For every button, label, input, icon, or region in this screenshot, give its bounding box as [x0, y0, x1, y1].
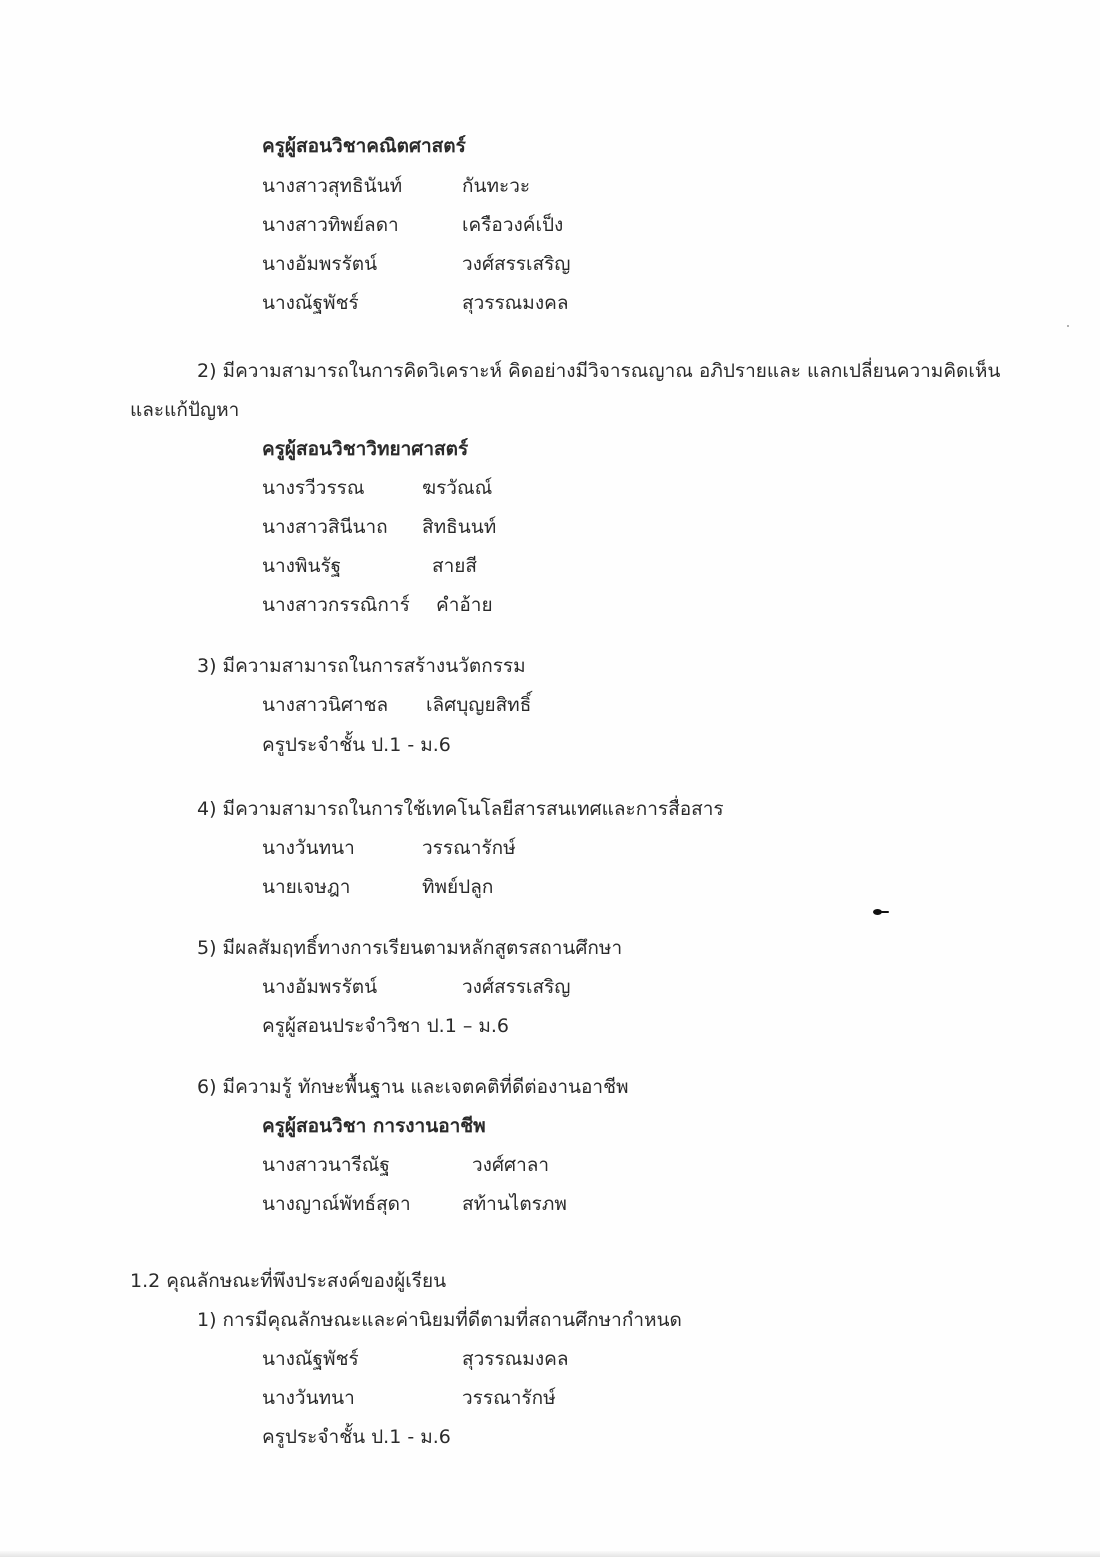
first-name: นางสาวกรรณิการ์ [262, 594, 410, 616]
first-name: นางอัมพรรัตน์ [262, 976, 378, 998]
section-1-2-heading: 1.2 คุณลักษณะที่พึงประสงค์ของผู้เรียน [130, 1270, 447, 1292]
section-1-2-item-1-note: ครูประจำชั้น ป.1 - ม.6 [262, 1426, 451, 1448]
ict-row-2 [262, 873, 962, 901]
last-name: วงศ์สรรเสริญ [462, 253, 571, 275]
values-row-1 [262, 1345, 962, 1373]
first-name: นางอัมพรรัตน์ [262, 253, 378, 275]
item-3-text: 3) มีความสามารถในการสร้างนวัตกรรม [197, 655, 526, 677]
scan-edge [0, 1551, 1100, 1557]
first-name: นางณัฐพัชร์ [262, 292, 359, 314]
last-name: เลิศบุญยสิทธิ์ [426, 694, 532, 716]
first-name: นางณัฐพัชร์ [262, 1348, 359, 1370]
item-5-text: 5) มีผลสัมฤทธิ์ทางการเรียนตามหลักสูตรสถานศึกษา [197, 937, 623, 959]
science-heading: ครูผู้สอนวิชาวิทยาศาสตร์ [262, 438, 469, 460]
item-3-note: ครูประจำชั้น ป.1 - ม.6 [262, 734, 451, 756]
ict-row-1 [262, 834, 962, 862]
last-name: วงศ์ศาลา [472, 1154, 550, 1176]
career-row-1 [262, 1151, 962, 1179]
first-name: นางวันทนา [262, 837, 355, 859]
item-2-text-line1: 2) มีความสามารถในการคิดวิเคราะห์ คิดอย่างมีวิจารณญาณ อภิปรายและ แลกเปลี่ยนความคิดเห็น [197, 360, 1001, 382]
first-name: นายเจษฎา [262, 876, 351, 898]
science-row-3 [262, 552, 962, 580]
math-row-3 [262, 250, 962, 278]
science-row-4 [262, 591, 962, 619]
career-row-2 [262, 1190, 962, 1218]
last-name: ฆรวัณณ์ [422, 477, 493, 499]
science-row-2 [262, 513, 962, 541]
item-2-text-line2: และแก้ปัญหา [130, 399, 240, 421]
first-name: นางพินรัฐ [262, 555, 342, 577]
item-5-note: ครูผู้สอนประจำวิชา ป.1 – ม.6 [262, 1015, 510, 1037]
science-row-1 [262, 474, 962, 502]
first-name: นางสาวสินีนาถ [262, 516, 388, 538]
last-name: สุวรรณมงคล [462, 292, 569, 314]
first-name: นางสาวทิพย์ลดา [262, 214, 399, 236]
first-name: นางญาณ์พัทธ์สุดา [262, 1193, 411, 1215]
last-name: เครือวงค์เป็ง [462, 214, 564, 236]
innovation-row-1 [262, 691, 962, 719]
first-name: นางสาวสุทธินันท์ [262, 175, 403, 197]
section-1-2-item-1-text: 1) การมีคุณลักษณะและค่านิยมที่ดีตามที่สถานศึกษากำหนด [197, 1309, 682, 1331]
achievement-row-1 [262, 973, 962, 1001]
math-row-1 [262, 172, 962, 200]
last-name: ทิพย์ปลูก [422, 876, 494, 898]
scan-speck [881, 911, 889, 913]
last-name: วรรณารักษ์ [422, 837, 516, 859]
values-row-2 [262, 1384, 962, 1412]
first-name: นางสาวนารีณัฐ [262, 1154, 390, 1176]
career-heading: ครูผู้สอนวิชา การงานอาชีพ [262, 1115, 486, 1137]
math-row-2 [262, 211, 962, 239]
last-name: กันทะวะ [462, 175, 531, 197]
first-name: นางรวีวรรณ [262, 477, 365, 499]
last-name: สิทธินนท์ [422, 516, 497, 538]
last-name: สุวรรณมงคล [462, 1348, 569, 1370]
last-name: วรรณารักษ์ [462, 1387, 556, 1409]
first-name: นางวันทนา [262, 1387, 355, 1409]
last-name: วงศ์สรรเสริญ [462, 976, 571, 998]
math-heading: ครูผู้สอนวิชาคณิตศาสตร์ [262, 135, 466, 157]
last-name: คำอ้าย [436, 594, 493, 616]
last-name: สายสี [432, 555, 477, 577]
first-name: นางสาวนิศาชล [262, 694, 389, 716]
scan-speck [1067, 325, 1069, 327]
math-row-4 [262, 289, 962, 317]
item-4-text: 4) มีความสามารถในการใช้เทคโนโลยีสารสนเทศและการสื่อสาร [197, 798, 724, 820]
item-6-text: 6) มีความรู้ ทักษะพื้นฐาน และเจตคติที่ดีต่องานอาชีพ [197, 1076, 629, 1098]
last-name: สท้านไตรภพ [462, 1193, 567, 1215]
